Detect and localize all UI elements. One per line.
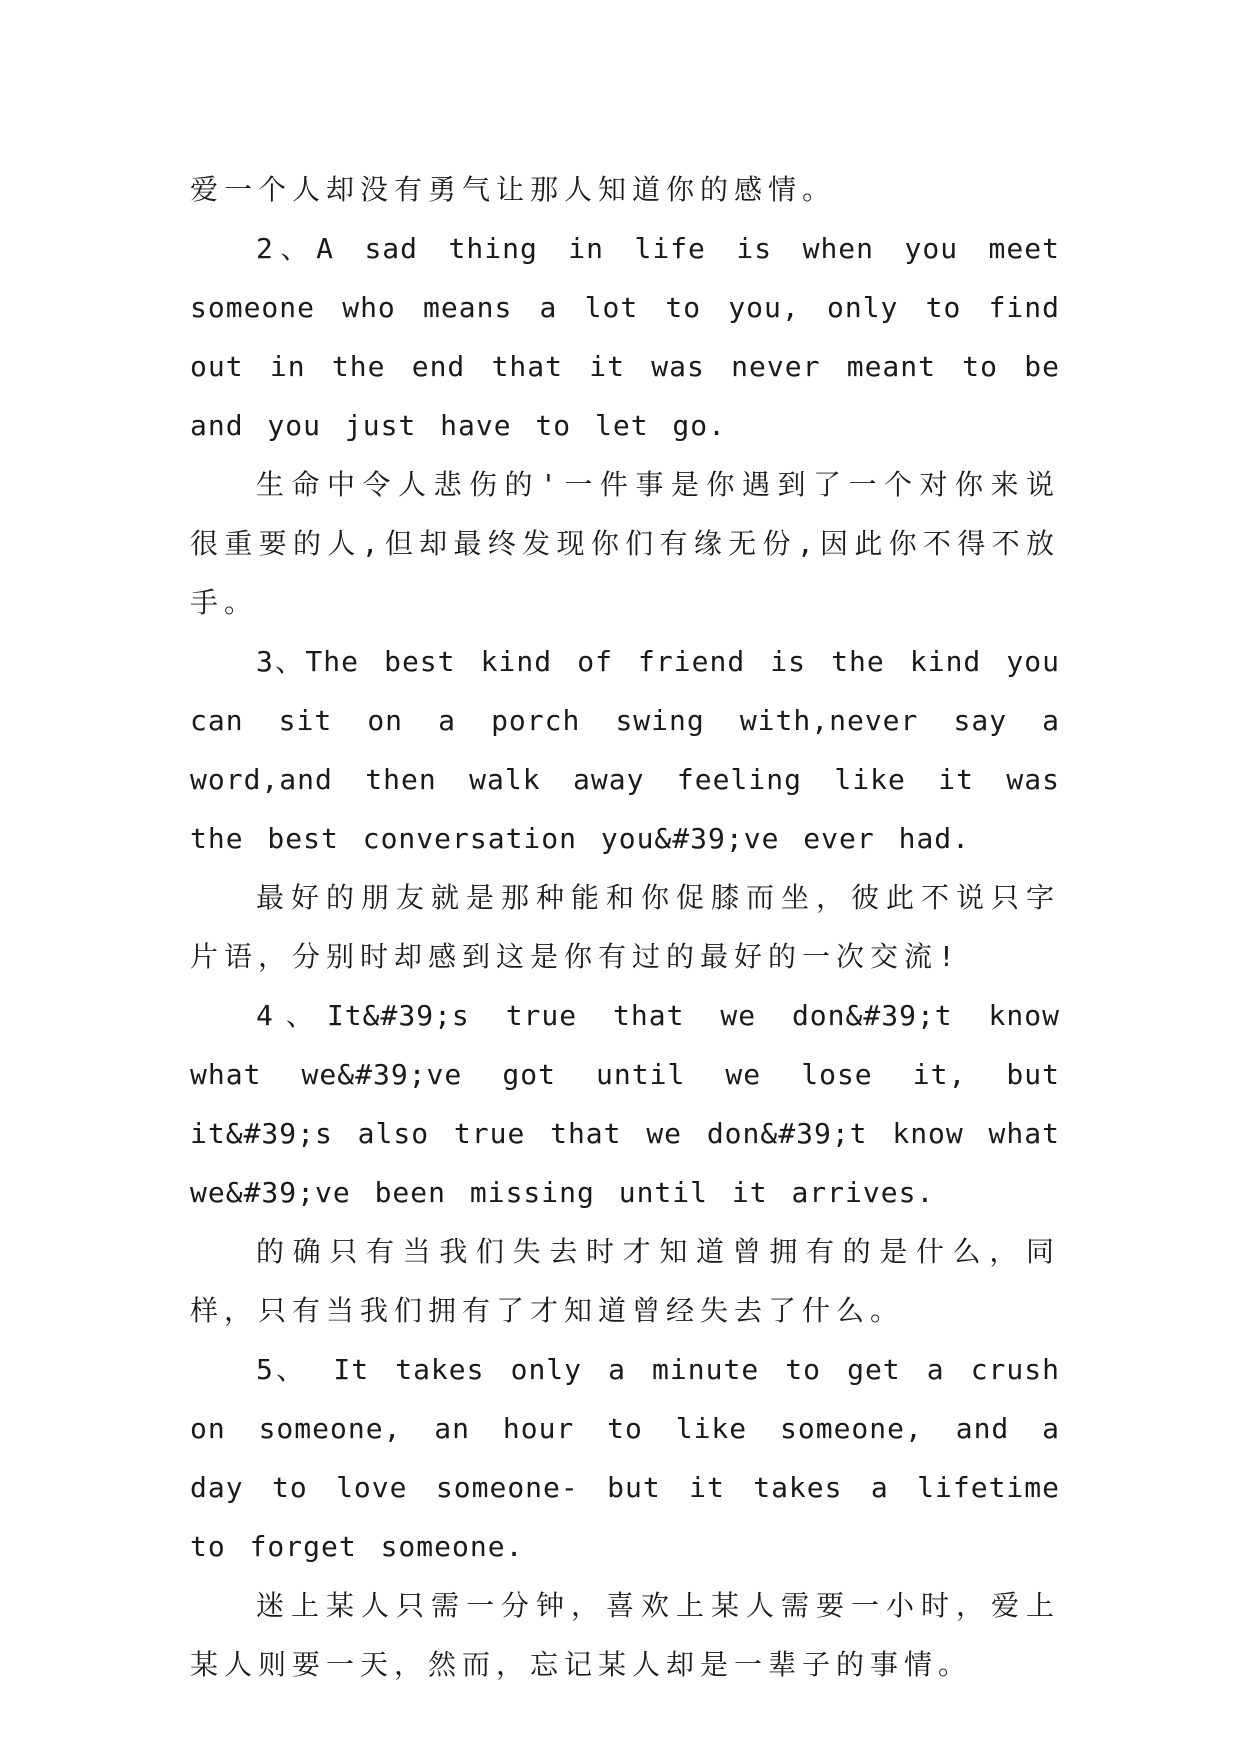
paragraph-quote-3-english: 3、The best kind of friend is the kind you can sit on a porch swing with,never say a word,and then walk away feeling like it was the best conversation you&#39;ve ever had. <box>190 645 1060 855</box>
paragraph-quote-4-chinese: 的确只有当我们失去时才知道曾拥有的是什么，同样，只有当我们拥有了才知道曾经失去了什么。 <box>190 1235 1060 1327</box>
paragraph-continuation: 爱一个人却没有勇气让那人知道你的感情。 <box>190 173 837 206</box>
paragraph-quote-2-chinese: 生命中令人悲伤的'一件事是你遇到了一个对你来说很重要的人,但却最终发现你们有缘无份,因此你不得不放手。 <box>190 468 1060 619</box>
document-body <box>190 160 1060 1694</box>
paragraph-quote-2-english: 2、A sad thing in life is when you meet someone who means a lot to you, only to find out in the end that it was never meant to be and you just have to let go. <box>190 232 1060 442</box>
paragraph-quote-4-english: 4、It&#39;s true that we don&#39;t know what we&#39;ve got until we lose it, but it&#39;s also true that we don&#39;t know what we&#39;ve been missing until it arrives. <box>190 999 1060 1209</box>
paragraph-quote-5-chinese: 迷上某人只需一分钟，喜欢上某人需要一小时，爱上某人则要一天，然而，忘记某人却是一辈子的事情。 <box>190 1589 1060 1681</box>
paragraph-quote-3-chinese: 最好的朋友就是那种能和你促膝而坐，彼此不说只字片语，分别时却感到这是你有过的最好的一次交流! <box>190 881 1060 973</box>
paragraph-quote-5-english: 5、 It takes only a minute to get a crush on someone, an hour to like someone, and a day to love someone- but it takes a lifetime to forget someone. <box>190 1353 1060 1563</box>
